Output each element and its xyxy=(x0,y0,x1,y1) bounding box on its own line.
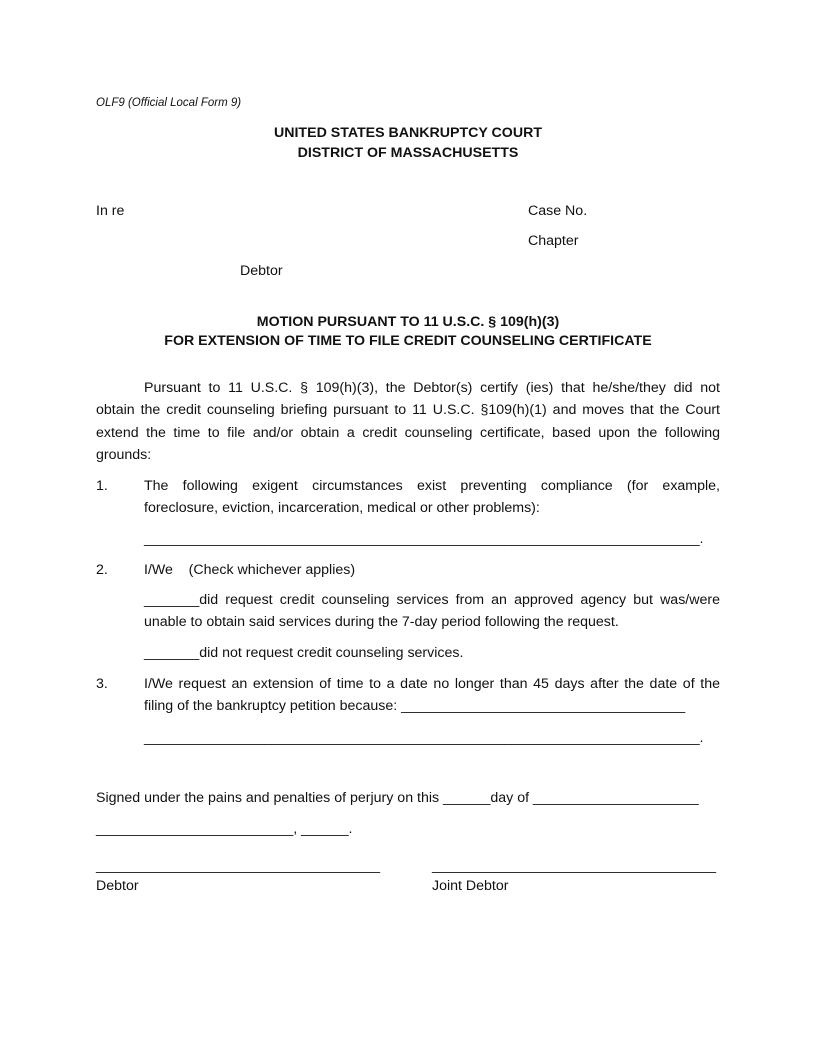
joint-debtor-signature-label: Joint Debtor xyxy=(432,878,509,894)
in-re-label: In re xyxy=(96,203,125,219)
item-3-line-2[interactable]: filing of the bankruptcy petition because: ____________________________________ xyxy=(144,698,686,714)
item-1-blank-line[interactable]: __________________________________________________________________________. xyxy=(144,531,704,546)
intro-line-3: extend the time to file and/or obtain a credit counseling certificate, based upon the following xyxy=(96,425,720,441)
form-id: OLF9 (Official Local Form 9) xyxy=(96,97,242,109)
item-1-number: 1. xyxy=(96,478,108,494)
item-3-blank-line[interactable]: __________________________________________________________________________. xyxy=(144,730,704,745)
item-1-line-1: The following exigent circumstances exist preventing compliance (for example, xyxy=(144,478,720,494)
signature-date-line[interactable]: _________________________, ______. xyxy=(96,821,353,837)
district-name: DISTRICT OF MASSACHUSETTS xyxy=(297,145,519,161)
court-name: UNITED STATES BANKRUPTCY COURT xyxy=(274,125,542,141)
item-2-heading: I/We (Check whichever applies) xyxy=(144,562,356,578)
item-1-line-2: foreclosure, eviction, incarceration, medical or other problems): xyxy=(144,500,540,516)
motion-title-line2: FOR EXTENSION OF TIME TO FILE CREDIT COUNSELING CERTIFICATE xyxy=(164,333,652,349)
item-2-number: 2. xyxy=(96,562,108,578)
item-2-option-1-line-1[interactable]: _______did request credit counseling services from an approved agency but was/were xyxy=(144,592,720,608)
motion-title-line1: MOTION PURSUANT TO 11 U.S.C. § 109(h)(3) xyxy=(256,314,560,330)
chapter-label: Chapter xyxy=(528,233,579,249)
debtor-signature-line[interactable]: ____________________________________ xyxy=(96,858,381,874)
item-3-line-1: I/We request an extension of time to a date no longer than 45 days after the date of the xyxy=(144,676,720,692)
intro-line-4: grounds: xyxy=(96,447,152,463)
intro-line-2: obtain the credit counseling briefing pursuant to 11 U.S.C. §109(h)(1) and moves that the Court xyxy=(96,402,720,418)
signature-statement[interactable]: Signed under the pains and penalties of perjury on this ______day of _____________________ xyxy=(96,790,699,806)
case-no-label: Case No. xyxy=(528,203,588,219)
item-3-number: 3. xyxy=(96,676,108,692)
item-2-option-1-line-2: unable to obtain said services during the 7-day period following the request. xyxy=(144,614,619,630)
debtor-caption-label: Debtor xyxy=(240,263,283,279)
intro-line-1: Pursuant to 11 U.S.C. § 109(h)(3), the Debtor(s) certify (ies) that he/she/they did not xyxy=(144,380,720,396)
item-2-option-2[interactable]: _______did not request credit counseling services. xyxy=(144,645,464,661)
debtor-signature-label: Debtor xyxy=(96,878,139,894)
joint-debtor-signature-line[interactable]: ____________________________________ xyxy=(432,858,717,874)
